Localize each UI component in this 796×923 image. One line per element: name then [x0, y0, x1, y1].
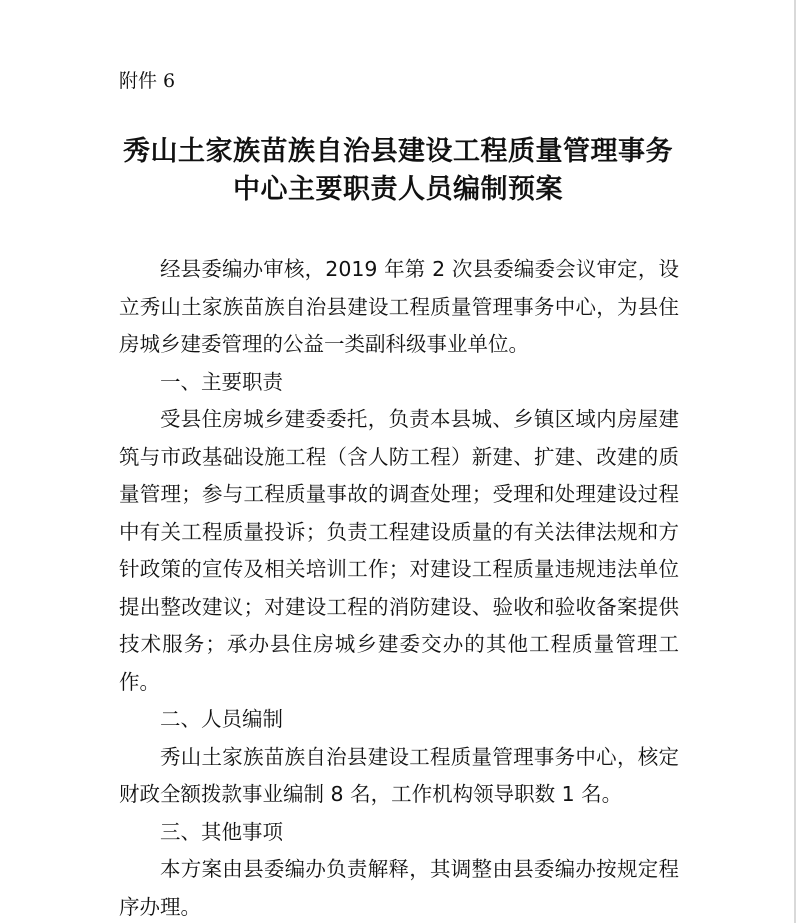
document-title-line-1: 秀山土家族苗族自治县建设工程质量管理事务	[123, 136, 673, 167]
main-duties-paragraph: 受县住房城乡建委委托，负责本县城、乡镇区域内房屋建筑与市政基础设施工程（含人防工程）新建、扩建、改建的质量管理；参与工程质量事故的调查处理；受理和处理建设过程中有关工程质量投诉；负责工程建设质量的有关法律法规和方针政策的宣传及相关培训工作；对建设工程质量违规违法单位提出整改建议；对建设工程的消防建设、验收和验收备案提供技术服务；承办县住房城乡建委交办的其他工程质量管理工作。	[119, 407, 679, 694]
section-heading-main-duties: 一、主要职责	[160, 369, 283, 394]
section-heading-staffing: 二、人员编制	[160, 707, 283, 731]
attachment-label: 附件 6	[119, 70, 176, 92]
staffing-paragraph: 秀山土家族苗族自治县建设工程质量管理事务中心，核定财政全额拨款事业编制 8 名，工作机构领导职数 1 名。	[119, 744, 679, 806]
section-heading-other-matters: 三、其他事项	[160, 819, 283, 844]
intro-paragraph: 经县委编办审核，2019 年第 2 次县委编委会议审定，设立秀山土家族苗族自治县建设工程质量管理事务中心，为县住房城乡建委管理的公益一类副科级事业单位。	[119, 257, 679, 356]
other-matters-paragraph: 本方案由县委编办负责解释，其调整由县委编办按规定程序办理。	[119, 857, 679, 919]
document-title-line-2: 中心主要职责人员编制预案	[233, 174, 563, 205]
document-body	[119, 251, 679, 923]
